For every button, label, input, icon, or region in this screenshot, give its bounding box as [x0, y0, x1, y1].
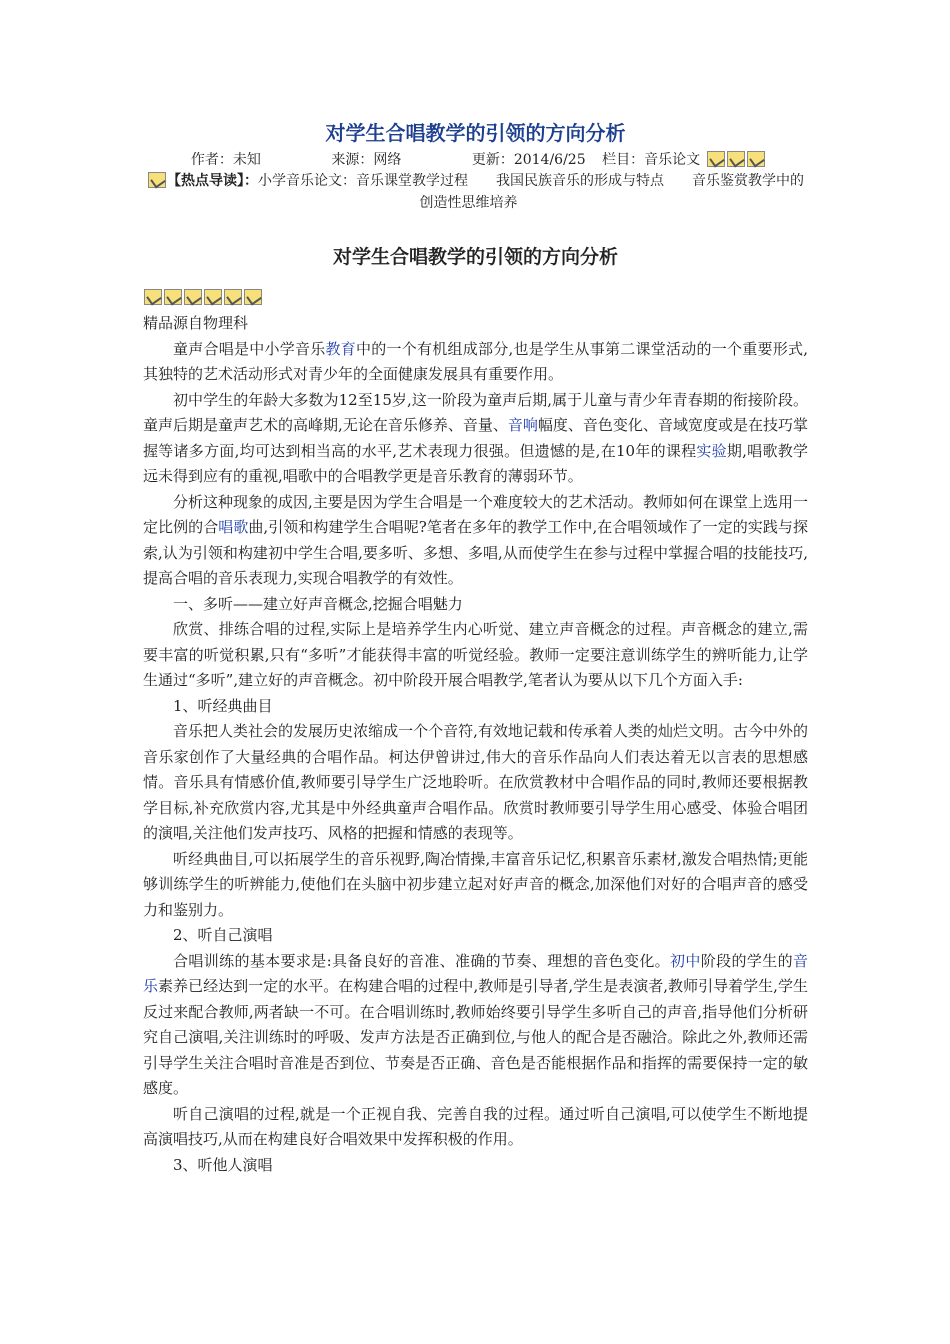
article-title: 对学生合唱教学的引领的方向分析 — [332, 246, 618, 268]
doc-icon — [204, 289, 222, 305]
paragraph: 听经典曲目,可以拓展学生的音乐视野,陶冶情操,丰富音乐记忆,积累音乐素材,激发合唱热情;更能够训练学生的听辨能力,使他们在头脑中初步建立起对好声音的概念,加深他们对好的合唱声音的感受力和鉴别力。 — [143, 849, 808, 919]
paragraph: 音乐把人类社会的发展历史浓缩成一个个音符,有效地记载和传承着人类的灿烂文明。古今中外的音乐家创作了大量经典的合唱作品。柯达伊曾讲过,伟大的音乐作品向人们表达着无以言表的思想感情。音乐具有情感价值,教师要引导学生广泛地聆听。在欣赏教材中合唱作品的同时,教师还要根据教学目标,补充欣赏内容,尤其是中外经典童声合唱作品。欣赏时教师要引导学生用心感受、体验合唱团的演唱,关注他们发声技巧、风格的把握和情感的表现等。 — [143, 722, 808, 842]
meta-line — [143, 150, 808, 170]
keyword-link[interactable]: 音响 — [507, 416, 538, 434]
doc-icon — [184, 289, 202, 305]
source-line: 精品源自物理科 — [143, 314, 249, 332]
doc-icon — [747, 151, 765, 167]
updated: 更新：2014/6/25 — [471, 152, 586, 168]
author: 作者：未知 — [190, 152, 261, 168]
page-title: 对学生合唱教学的引领的方向分析 — [325, 121, 626, 145]
doc-icon — [164, 289, 182, 305]
doc-icon — [144, 289, 162, 305]
hot-reading — [143, 170, 808, 214]
hot-link-3[interactable]: 音乐鉴赏教学中的创造性思维培养 — [419, 173, 804, 211]
doc-icon — [148, 172, 166, 188]
subsection-heading: 2、听自己演唱 — [173, 926, 273, 944]
column: 栏目：音乐论文 — [602, 152, 701, 168]
paragraph: 童声合唱是中小学音乐教育中的一个有机组成部分,也是学生从事第二课堂活动的一个重要形式,其独特的艺术活动形式对青少年的全面健康发展具有重要作用。 — [143, 339, 808, 383]
paragraph: 初中学生的年龄大多数为12至15岁,这一阶段为童声后期,属于儿童与青少年青春期的衔接阶段。童声后期是童声艺术的高峰期,无论在音乐修养、音量、音响幅度、音色变化、音域宽度或是在技巧掌握等诸多方面,均可达到相当高的水平,艺术表现力很强。但遗憾的是,在10年的课程实验期,唱歌教学远未得到应有的重视,唱歌中的合唱教学更是音乐教育的薄弱环节。 — [143, 390, 808, 485]
paragraph: 分析这种现象的成因,主要是因为学生合唱是一个难度较大的艺术活动。教师如何在课堂上选用一定比例的合唱歌曲,引领和构建学生合唱呢?笔者在多年的教学工作中,在合唱领域作了一定的实践与探索,认为引领和构建初中学生合唱,要多听、多想、多唱,从而使学生在参与过程中掌握合唱的技能技巧,提高合唱的音乐表现力,实现合唱教学的有效性。 — [143, 492, 808, 587]
doc-icon — [244, 289, 262, 305]
doc-icon — [224, 289, 242, 305]
paragraph: 听自己演唱的过程,就是一个正视自我、完善自我的过程。通过听自己演唱,可以使学生不断地提高演唱技巧,从而在构建良好合唱效果中发挥积极的作用。 — [143, 1104, 808, 1148]
hot-link-2[interactable]: 我国民族音乐的形成与特点 — [496, 173, 664, 189]
section-heading: 一、多听——建立好声音概念,挖掘合唱魅力 — [173, 594, 463, 613]
hot-label: 【热点导读】： — [167, 173, 258, 189]
keyword-link[interactable]: 初中 — [670, 951, 701, 970]
keyword-link[interactable]: 音乐 — [143, 951, 808, 995]
subsection-heading: 1、听经典曲目 — [173, 696, 273, 715]
paragraph: 合唱训练的基本要求是:具备良好的音准、准确的节奏、理想的音色变化。初中阶段的学生的音乐素养已经达到一定的水平。在构建合唱的过程中,教师是引导者,学生是表演者,教师引导着学生,学生反过来配合教师,两者缺一不可。在合唱训练时,教师始终要引导学生多听自己的声音,指导他们分析研究自己演唱,关注训练时的呼吸、发声方法是否正确到位,与他人的配合是否融洽。除此之外,教师还需引导学生关注合唱时音准是否到位、节奏是否正确、音色是否能根据作品和指挥的需要保持一定的敏感度。 — [143, 951, 808, 1097]
hot-link-1[interactable]: 小学音乐论文：音乐课堂教学过程 — [258, 173, 468, 189]
keyword-link[interactable]: 实验 — [696, 441, 727, 460]
subsection-heading: 3、听他人演唱 — [173, 1155, 273, 1174]
doc-icon — [707, 151, 725, 167]
document-page — [143, 118, 808, 1178]
doc-icon — [727, 151, 745, 167]
keyword-link[interactable]: 唱歌 — [218, 518, 249, 536]
keyword-link[interactable]: 教育 — [325, 339, 356, 358]
source: 来源：网络 — [331, 152, 402, 168]
paragraph: 欣赏、排练合唱的过程,实际上是培养学生内心听觉、建立声音概念的过程。声音概念的建立,需要丰富的听觉积累,只有“多听”才能获得丰富的听觉经验。教师一定要注意训练学生的辨听能力,让学生通过“多听”,建立好的声音概念。初中阶段开展合唱教学,笔者认为要从以下几个方面入手: — [143, 620, 808, 689]
icon-row — [143, 287, 808, 307]
